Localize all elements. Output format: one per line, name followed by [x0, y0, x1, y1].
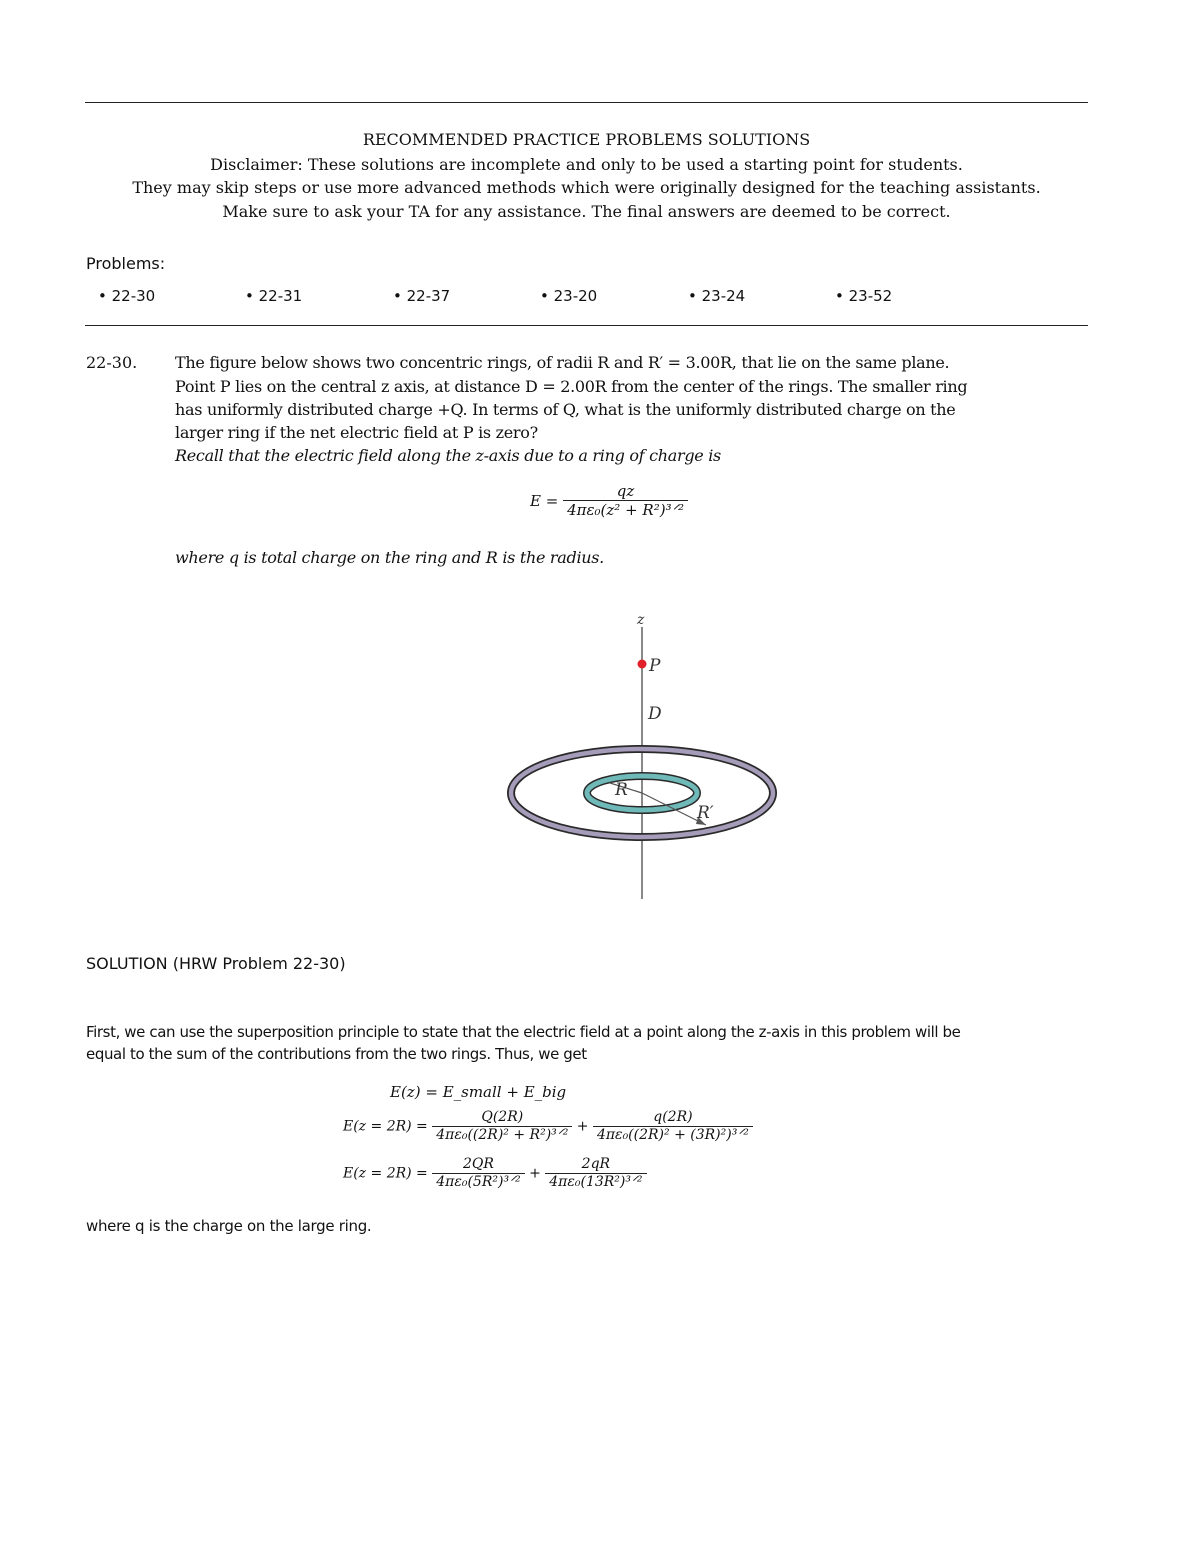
top-rule [85, 102, 1088, 103]
problem-number: 22-30. [86, 353, 138, 372]
ring-field-formula [530, 482, 688, 520]
radius-r-label: R [615, 780, 628, 800]
eq2-lhs: E(z = 2R) = [343, 1118, 428, 1135]
problem-link-label: 23-24 [701, 287, 746, 305]
eq3-term-1 [432, 1156, 524, 1191]
page-title: RECOMMENDED PRACTICE PROBLEMS SOLUTIONS [362, 130, 811, 149]
simplified-equation [343, 1156, 647, 1191]
eq2-term-1-numerator: Q(2R) [432, 1109, 572, 1127]
radius-r-prime-label: R′ [697, 803, 714, 823]
problem-link-label: 23-20 [553, 287, 598, 305]
field-sum-equation [343, 1109, 753, 1144]
eq3-plus: + [529, 1165, 541, 1182]
eq3-lhs: E(z = 2R) = [343, 1165, 428, 1182]
problem-link-23-20[interactable] [540, 287, 597, 305]
point-p-label: P [649, 656, 661, 676]
formula-denominator: 4πε₀(z² + R²)³ᐟ² [567, 501, 684, 519]
recall-text: Recall that the electric field along the z-axis due to a ring of charge is [175, 446, 721, 465]
solution-heading: SOLUTION (HRW Problem 22-30) [86, 954, 346, 973]
where-q-text: where q is the charge on the large ring. [86, 1217, 372, 1235]
concentric-rings-figure [500, 605, 790, 905]
problem-link-23-24[interactable] [688, 287, 745, 305]
bullet-icon: • [98, 287, 107, 305]
bullet-icon: • [245, 287, 254, 305]
formula-lhs: E = [530, 491, 559, 510]
problem-link-22-30[interactable] [98, 287, 155, 305]
z-axis-label: z [637, 612, 645, 628]
eq3-term-1-numerator: 2QR [432, 1156, 524, 1174]
eq2-plus: + [576, 1118, 589, 1135]
eq1-lhs: E(z) = [390, 1083, 438, 1101]
bullet-icon: • [688, 287, 697, 305]
disclaimer-line-2: They may skip steps or use more advanced methods which were originally designed for the teaching assistants. [132, 178, 1041, 197]
eq1-rhs: E_small + E_big [442, 1083, 567, 1101]
problem-link-label: 23-52 [848, 287, 893, 305]
problem-link-label: 22-37 [406, 287, 451, 305]
bullet-icon: • [835, 287, 844, 305]
eq2-term-2-denominator: 4πε₀((2R)² + (3R)²)³ᐟ² [596, 1126, 749, 1143]
bullet-icon: • [540, 287, 549, 305]
problem-statement-line-3: has uniformly distributed charge +Q. In terms of Q, what is the uniformly distributed charge on the [175, 400, 956, 419]
eq3-term-2-denominator: 4πε₀(13R²)³ᐟ² [549, 1173, 643, 1190]
formula-numerator: qz [563, 482, 688, 501]
eq2-term-1 [432, 1109, 572, 1144]
point-p-marker [638, 660, 647, 669]
eq2-term-2 [593, 1109, 753, 1144]
eq3-term-1-denominator: 4πε₀(5R²)³ᐟ² [436, 1173, 521, 1190]
problem-statement-line-1: The figure below shows two concentric rings, of radii R and R′ = 3.00R, that lie on the same plane. [175, 353, 950, 372]
section-rule [85, 325, 1088, 326]
problem-link-23-52[interactable] [835, 287, 892, 305]
disclaimer-line-3: Make sure to ask your TA for any assistance. The final answers are deemed to be correct. [222, 202, 951, 221]
solution-intro-line-1: First, we can use the superposition principle to state that the electric field at a point along the z-axis in this problem will be [86, 1023, 961, 1041]
bullet-icon: • [393, 287, 402, 305]
problems-label: Problems: [86, 254, 166, 273]
problem-link-22-31[interactable] [245, 287, 302, 305]
problem-statement-line-4: larger ring if the net electric field at P is zero? [175, 423, 538, 442]
problem-link-label: 22-30 [111, 287, 156, 305]
eq3-term-2-numerator: 2qR [545, 1156, 646, 1174]
eq3-term-2 [545, 1156, 646, 1191]
eq2-term-1-denominator: 4πε₀((2R)² + R²)³ᐟ² [436, 1126, 569, 1143]
formula-fraction [563, 482, 688, 520]
problem-link-22-37[interactable] [393, 287, 450, 305]
disclaimer-line-1: Disclaimer: These solutions are incomplete and only to be used a starting point for students. [210, 155, 963, 174]
problem-statement-line-2: Point P lies on the central z axis, at distance D = 2.00R from the center of the rings. The smaller ring [175, 377, 968, 396]
problem-link-label: 22-31 [258, 287, 303, 305]
superposition-equation [390, 1083, 566, 1101]
solution-intro-line-2: equal to the sum of the contributions from the two rings. Thus, we get [86, 1045, 587, 1063]
where-text: where q is total charge on the ring and R is the radius. [175, 548, 604, 567]
eq2-term-2-numerator: q(2R) [593, 1109, 753, 1127]
distance-d-label: D [648, 704, 662, 724]
